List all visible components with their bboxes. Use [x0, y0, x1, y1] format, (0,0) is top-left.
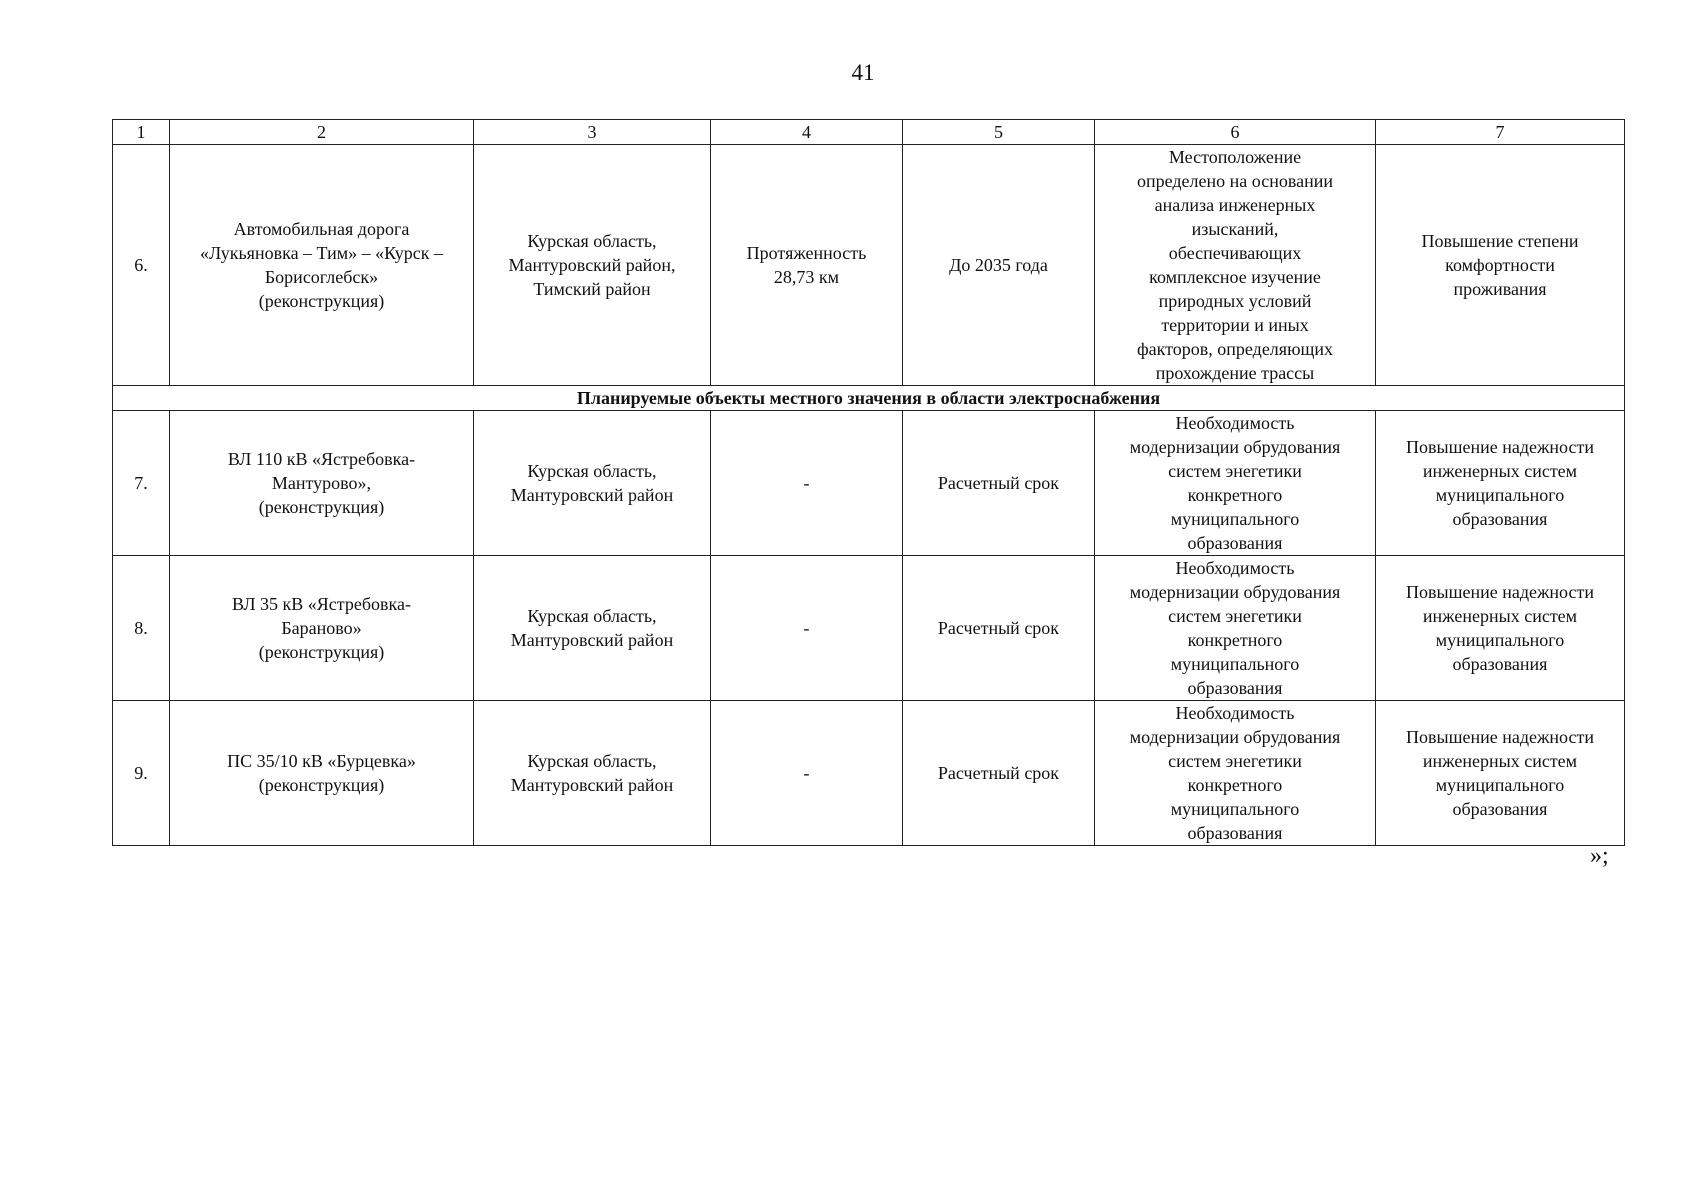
- header-cell: 1: [113, 120, 170, 145]
- characteristics: -: [711, 556, 903, 701]
- characteristics: -: [711, 701, 903, 846]
- purpose: Повышение надежности инженерных систем муниципального образования: [1376, 556, 1625, 701]
- purpose: Повышение надежности инженерных систем муниципального образования: [1376, 411, 1625, 556]
- term: Расчетный срок: [903, 556, 1095, 701]
- justification: Необходимость модернизации обрудования систем энегетики конкретного муниципального образования: [1095, 556, 1376, 701]
- object-name: Автомобильная дорога «Лукьяновка – Тим» – «Курск – Борисоглебск» (реконструкция): [170, 145, 474, 386]
- characteristics: -: [711, 411, 903, 556]
- object-name: ПС 35/10 кВ «Бурцевка» (реконструкция): [170, 701, 474, 846]
- table-row: [113, 411, 1625, 556]
- purpose: Повышение степени комфортности проживания: [1376, 145, 1625, 386]
- header-cell: 4: [711, 120, 903, 145]
- characteristics: Протяженность 28,73 км: [711, 145, 903, 386]
- table-row: [113, 701, 1625, 846]
- header-cell: 5: [903, 120, 1095, 145]
- row-number: 7.: [113, 411, 170, 556]
- row-number: 9.: [113, 701, 170, 846]
- justification: Необходимость модернизации обрудования систем энегетики конкретного муниципального образования: [1095, 411, 1376, 556]
- justification: Местоположение определено на основании анализа инженерных изысканий, обеспечивающих комплексное изучение природных условий территории и иных факторов, определяющих прохождение трассы: [1095, 145, 1376, 386]
- section-row: [113, 386, 1625, 411]
- header-row: [113, 120, 1625, 145]
- justification: Необходимость модернизации обрудования систем энегетики конкретного муниципального образования: [1095, 701, 1376, 846]
- table-row: [113, 556, 1625, 701]
- location: Курская область, Мантуровский район: [474, 556, 711, 701]
- term: Расчетный срок: [903, 411, 1095, 556]
- location: Курская область, Мантуровский район: [474, 701, 711, 846]
- table-row: [113, 145, 1625, 386]
- header-cell: 6: [1095, 120, 1376, 145]
- header-cell: 7: [1376, 120, 1625, 145]
- section-title: Планируемые объекты местного значения в области электроснабжения: [113, 386, 1625, 411]
- row-number: 6.: [113, 145, 170, 386]
- header-cell: 2: [170, 120, 474, 145]
- objects-table: [112, 119, 1625, 846]
- page-number: 41: [851, 60, 875, 85]
- term: До 2035 года: [903, 145, 1095, 386]
- purpose: Повышение надежности инженерных систем муниципального образования: [1376, 701, 1625, 846]
- term: Расчетный срок: [903, 701, 1095, 846]
- row-number: 8.: [113, 556, 170, 701]
- location: Курская область, Мантуровский район: [474, 411, 711, 556]
- closing-quote-mark: »;: [1590, 843, 1609, 869]
- location: Курская область, Мантуровский район, Тимский район: [474, 145, 711, 386]
- object-name: ВЛ 110 кВ «Ястребовка- Мантурово», (реконструкция): [170, 411, 474, 556]
- object-name: ВЛ 35 кВ «Ястребовка- Бараново» (реконструкция): [170, 556, 474, 701]
- header-cell: 3: [474, 120, 711, 145]
